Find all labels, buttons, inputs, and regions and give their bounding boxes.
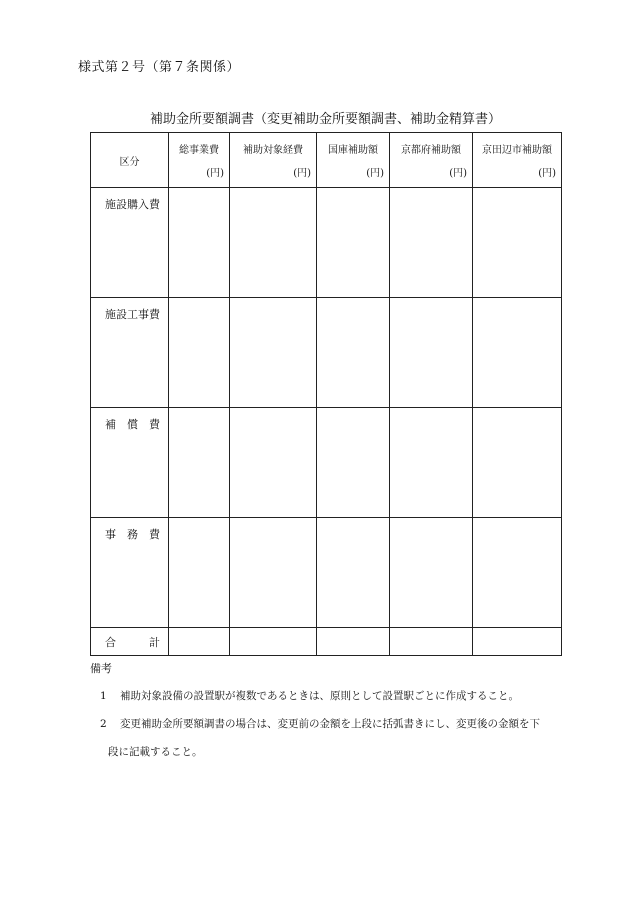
amount-cell[interactable] (169, 298, 230, 408)
amount-cell[interactable] (317, 408, 390, 518)
total-label: 合 計 (105, 635, 160, 649)
remark-note-1 (100, 682, 519, 710)
subsidy-amount-table (90, 132, 562, 656)
amount-cell[interactable] (473, 188, 562, 298)
row-label-cell (91, 408, 169, 518)
header-city-subsidy (473, 133, 562, 188)
total-row (91, 628, 562, 656)
remark-note-2 (100, 710, 570, 766)
table-row (91, 298, 562, 408)
document-title: 補助金所要額調書（変更補助金所要額調書、補助金精算書） (149, 112, 501, 127)
note-number: 1 (100, 690, 107, 702)
kubun-header: 区分 (91, 133, 169, 188)
amount-cell[interactable] (317, 298, 390, 408)
total-amount-cell[interactable] (390, 628, 473, 656)
column-unit: (円) (293, 168, 311, 179)
column-unit: (円) (449, 168, 467, 179)
note-text: 補助対象設備の設置駅が複数であるときは、原則として設置駅ごとに作成すること。 (120, 690, 519, 702)
amount-cell[interactable] (230, 188, 317, 298)
header-national-subsidy (317, 133, 390, 188)
table-header-row (91, 133, 562, 188)
column-unit: (円) (366, 168, 384, 179)
remarks-heading: 備考 (90, 662, 112, 675)
column-label: 国庫補助額 (328, 145, 378, 156)
form-number: 様式第２号（第７条関係） (78, 60, 241, 75)
header-total-project-cost (169, 133, 230, 188)
amount-cell[interactable] (473, 518, 562, 628)
total-amount-cell[interactable] (169, 628, 230, 656)
amount-cell[interactable] (169, 408, 230, 518)
table-row (91, 188, 562, 298)
table-row (91, 408, 562, 518)
amount-cell[interactable] (390, 298, 473, 408)
row-label-cell (91, 298, 169, 408)
column-label: 総事業費 (179, 145, 219, 156)
total-amount-cell[interactable] (317, 628, 390, 656)
amount-cell[interactable] (473, 298, 562, 408)
amount-cell[interactable] (390, 188, 473, 298)
column-label: 京田辺市補助額 (482, 145, 552, 156)
note-text: 変更補助金所要額調書の場合は、変更前の金額を上段に括弧書きにし、変更後の金額を下 (120, 718, 540, 730)
note-number: 2 (100, 718, 107, 730)
amount-cell[interactable] (317, 188, 390, 298)
row-label: 施設工事費 (105, 308, 160, 321)
total-amount-cell[interactable] (473, 628, 562, 656)
header-prefecture-subsidy (390, 133, 473, 188)
table-row (91, 518, 562, 628)
amount-cell[interactable] (169, 518, 230, 628)
row-label: 事 務 費 (105, 528, 160, 541)
amount-cell[interactable] (390, 518, 473, 628)
amount-cell[interactable] (473, 408, 562, 518)
amount-cell[interactable] (317, 518, 390, 628)
total-amount-cell[interactable] (230, 628, 317, 656)
amount-cell[interactable] (230, 298, 317, 408)
column-unit: (円) (538, 168, 556, 179)
total-label-cell (91, 628, 169, 656)
amount-cell[interactable] (230, 518, 317, 628)
row-label-cell (91, 188, 169, 298)
amount-cell[interactable] (230, 408, 317, 518)
column-label: 京都府補助額 (401, 145, 461, 156)
row-label-cell (91, 518, 169, 628)
header-eligible-cost (230, 133, 317, 188)
amount-cell[interactable] (169, 188, 230, 298)
row-label: 補 償 費 (105, 418, 160, 431)
column-label: 補助対象経費 (243, 145, 303, 156)
note-continuation: 段に記載すること。 (108, 746, 203, 758)
row-label: 施設購入費 (105, 198, 160, 211)
column-unit: (円) (206, 168, 224, 179)
amount-cell[interactable] (390, 408, 473, 518)
